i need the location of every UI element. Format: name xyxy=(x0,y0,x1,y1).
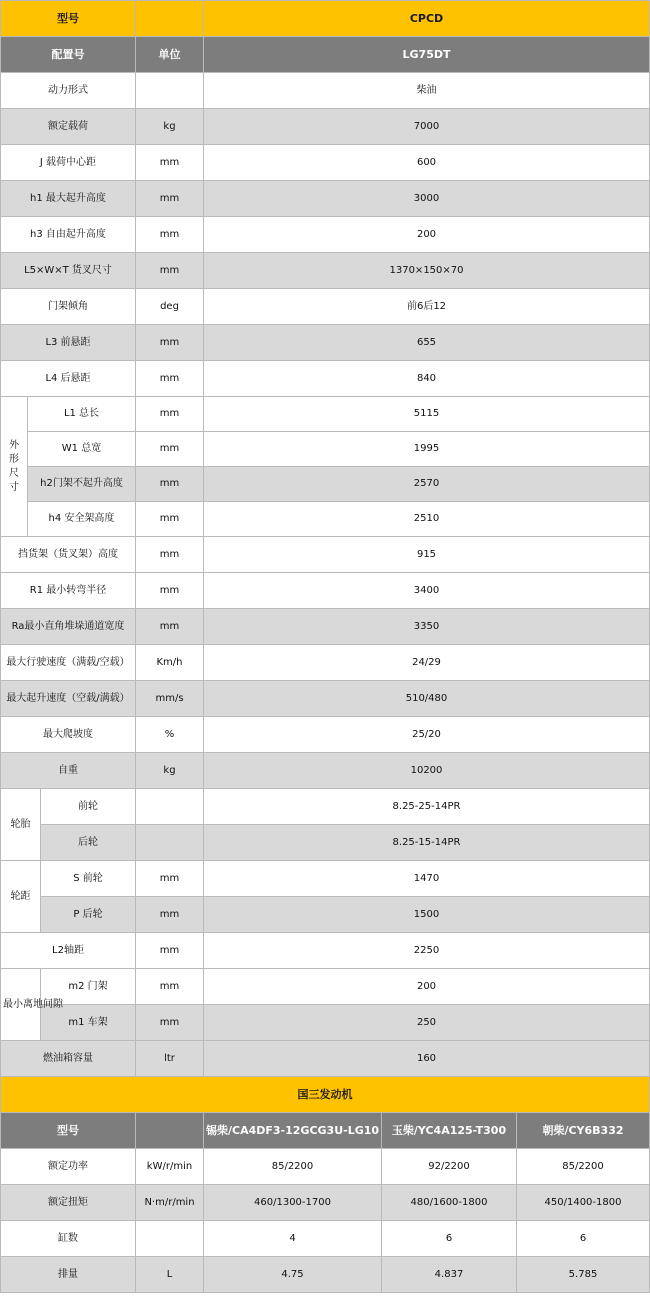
spec-unit xyxy=(136,789,204,825)
spec-label: 额定载荷 xyxy=(1,109,136,145)
spec-row xyxy=(1,361,650,397)
spec-unit: mm xyxy=(136,181,204,217)
spec-value: 4.75 xyxy=(204,1257,382,1293)
spec-value: 600 xyxy=(204,145,650,181)
track-group-label: 轮距 xyxy=(1,861,41,933)
spec-value: 5115 xyxy=(204,397,650,432)
spec-unit: kW/r/min xyxy=(136,1149,204,1185)
spec-label: W1 总宽 xyxy=(28,432,136,467)
spec-row xyxy=(1,609,650,645)
spec-label: h2门架不起升高度 xyxy=(28,467,136,502)
spec-value: 4 xyxy=(204,1221,382,1257)
spec-unit xyxy=(136,1221,204,1257)
model-value: CPCD xyxy=(204,1,650,37)
spec-value: 460/1300-1700 xyxy=(204,1185,382,1221)
spec-value: 85/2200 xyxy=(517,1149,650,1185)
spec-value: 160 xyxy=(204,1041,650,1077)
spec-label: m1 车架 xyxy=(41,1005,136,1041)
spec-label: 最大爬坡度 xyxy=(1,717,136,753)
spec-label: 最大行驶速度（满载/空载） xyxy=(1,645,136,681)
spec-label: S 前轮 xyxy=(41,861,136,897)
spec-unit: mm xyxy=(136,145,204,181)
tires-group-label: 轮胎 xyxy=(1,789,41,861)
spec-unit: kg xyxy=(136,753,204,789)
spec-value: 5.785 xyxy=(517,1257,650,1293)
spec-unit: mm xyxy=(136,325,204,361)
spec-value: 85/2200 xyxy=(204,1149,382,1185)
track-row xyxy=(1,861,650,897)
spec-label: 门架倾角 xyxy=(1,289,136,325)
engine-row xyxy=(1,1221,650,1257)
engine-model: 锡柴/CA4DF3-12GCG3U-LG10 xyxy=(204,1113,382,1149)
spec-row xyxy=(1,289,650,325)
spec-value: 2510 xyxy=(204,502,650,537)
header-config-row xyxy=(1,37,650,73)
spec-row xyxy=(1,325,650,361)
spec-value: 510/480 xyxy=(204,681,650,717)
spec-unit: mm xyxy=(136,1005,204,1041)
spec-label: h3 自由起升高度 xyxy=(1,217,136,253)
spec-value: 4.837 xyxy=(382,1257,517,1293)
spec-value: 450/1400-1800 xyxy=(517,1185,650,1221)
spec-value: 7000 xyxy=(204,109,650,145)
spec-unit: mm xyxy=(136,537,204,573)
spec-unit: N·m/r/min xyxy=(136,1185,204,1221)
tire-row xyxy=(1,789,650,825)
spec-label: 燃油箱容量 xyxy=(1,1041,136,1077)
spec-value: 24/29 xyxy=(204,645,650,681)
config-label: 配置号 xyxy=(1,37,136,73)
spec-label: L5×W×T 货叉尺寸 xyxy=(1,253,136,289)
spec-label: 动力形式 xyxy=(1,73,136,109)
model-label: 型号 xyxy=(1,1,136,37)
spec-label: 前轮 xyxy=(41,789,136,825)
spec-value: 3350 xyxy=(204,609,650,645)
spec-value: 655 xyxy=(204,325,650,361)
spec-unit: mm xyxy=(136,609,204,645)
spec-value: 1370×150×70 xyxy=(204,253,650,289)
spec-label: Ra最小直角堆垛通道宽度 xyxy=(1,609,136,645)
engine-unit-blank xyxy=(136,1113,204,1149)
spec-row xyxy=(1,753,650,789)
clearance-group-label xyxy=(1,969,63,1041)
spec-value: 250 xyxy=(204,1005,650,1041)
spec-unit: mm xyxy=(136,217,204,253)
config-value: LG75DT xyxy=(204,37,650,73)
spec-unit: mm xyxy=(136,933,204,969)
spec-value: 840 xyxy=(204,361,650,397)
spec-label: R1 最小转弯半径 xyxy=(1,573,136,609)
spec-value: 前6后12 xyxy=(204,289,650,325)
spec-unit: Km/h xyxy=(136,645,204,681)
engine-row xyxy=(1,1149,650,1185)
spec-unit: ltr xyxy=(136,1041,204,1077)
spec-unit: mm xyxy=(136,467,204,502)
spec-unit: mm xyxy=(136,432,204,467)
spec-label: m2 门架 xyxy=(41,969,136,1005)
spec-unit: % xyxy=(136,717,204,753)
spec-unit: mm xyxy=(136,897,204,933)
spec-unit: mm xyxy=(136,361,204,397)
dimension-row xyxy=(1,467,650,502)
spec-label: 缸数 xyxy=(1,1221,136,1257)
dimension-row xyxy=(1,502,650,537)
spec-unit: kg xyxy=(136,109,204,145)
clearance-group-text: 最小离地间隙 xyxy=(3,998,63,1010)
spec-value: 8.25-15-14PR xyxy=(204,825,650,861)
engine-section-row xyxy=(1,1077,650,1113)
engine-model: 朝柴/CY6B332 xyxy=(517,1113,650,1149)
spec-row xyxy=(1,681,650,717)
unit-label: 单位 xyxy=(136,37,204,73)
spec-value: 10200 xyxy=(204,753,650,789)
engine-row xyxy=(1,1257,650,1293)
spec-row xyxy=(1,645,650,681)
spec-label: 自重 xyxy=(1,753,136,789)
spec-value: 200 xyxy=(204,969,650,1005)
spec-value: 3000 xyxy=(204,181,650,217)
engine-model-row xyxy=(1,1113,650,1149)
spec-label: h4 安全架高度 xyxy=(28,502,136,537)
spec-value: 8.25-25-14PR xyxy=(204,789,650,825)
spec-label: P 后轮 xyxy=(41,897,136,933)
spec-value: 25/20 xyxy=(204,717,650,753)
spec-row xyxy=(1,717,650,753)
spec-value: 480/1600-1800 xyxy=(382,1185,517,1221)
dimension-row xyxy=(1,432,650,467)
spec-label: 最大起升速度（空载/满载） xyxy=(1,681,136,717)
spec-unit: mm xyxy=(136,969,204,1005)
spec-value: 柴油 xyxy=(204,73,650,109)
spec-value: 2570 xyxy=(204,467,650,502)
spec-row xyxy=(1,109,650,145)
model-unit-blank xyxy=(136,1,204,37)
clearance-row xyxy=(1,969,650,1005)
spec-label: 额定扭矩 xyxy=(1,1185,136,1221)
spec-value: 6 xyxy=(382,1221,517,1257)
spec-unit: mm xyxy=(136,861,204,897)
engine-model: 玉柴/YC4A125-T300 xyxy=(382,1113,517,1149)
spec-unit: mm xyxy=(136,397,204,432)
spec-unit xyxy=(136,73,204,109)
spec-unit: L xyxy=(136,1257,204,1293)
wheelbase-row xyxy=(1,933,650,969)
spec-label: L1 总长 xyxy=(28,397,136,432)
dimensions-group-label: 外 形 尺 寸 xyxy=(1,397,28,537)
spec-value: 6 xyxy=(517,1221,650,1257)
spec-unit: mm/s xyxy=(136,681,204,717)
spec-unit: mm xyxy=(136,253,204,289)
spec-unit: mm xyxy=(136,573,204,609)
engine-model-label: 型号 xyxy=(1,1113,136,1149)
spec-label: L4 后悬距 xyxy=(1,361,136,397)
spec-unit: mm xyxy=(136,502,204,537)
fuel-tank-row xyxy=(1,1041,650,1077)
spec-row xyxy=(1,73,650,109)
clearance-row xyxy=(1,1005,650,1041)
spec-row xyxy=(1,253,650,289)
spec-row xyxy=(1,145,650,181)
spec-label: L3 前悬距 xyxy=(1,325,136,361)
dimension-row xyxy=(1,397,650,432)
header-model-row xyxy=(1,1,650,37)
spec-row xyxy=(1,573,650,609)
spec-label: 额定功率 xyxy=(1,1149,136,1185)
spec-value: 200 xyxy=(204,217,650,253)
spec-label: 后轮 xyxy=(41,825,136,861)
spec-value: 92/2200 xyxy=(382,1149,517,1185)
spec-label: L2轴距 xyxy=(1,933,136,969)
spec-value: 3400 xyxy=(204,573,650,609)
engine-section-title: 国三发动机 xyxy=(1,1077,650,1113)
spec-value: 1995 xyxy=(204,432,650,467)
tire-row xyxy=(1,825,650,861)
spec-row xyxy=(1,537,650,573)
track-row xyxy=(1,897,650,933)
spec-label: J 载荷中心距 xyxy=(1,145,136,181)
spec-label: h1 最大起升高度 xyxy=(1,181,136,217)
spec-value: 915 xyxy=(204,537,650,573)
spec-unit xyxy=(136,825,204,861)
engine-row xyxy=(1,1185,650,1221)
spec-label: 排量 xyxy=(1,1257,136,1293)
spec-unit: deg xyxy=(136,289,204,325)
spec-row xyxy=(1,181,650,217)
spec-value: 1500 xyxy=(204,897,650,933)
spec-value: 1470 xyxy=(204,861,650,897)
spec-value: 2250 xyxy=(204,933,650,969)
spec-label: 挡货架（货叉架）高度 xyxy=(1,537,136,573)
spec-row xyxy=(1,217,650,253)
